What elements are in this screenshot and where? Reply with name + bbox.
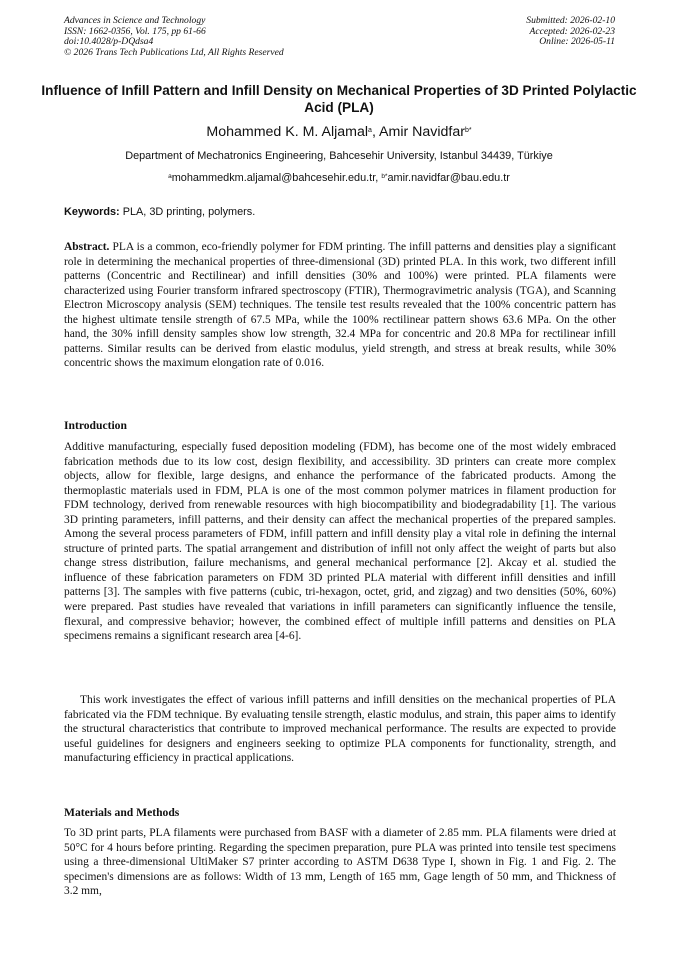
keywords-label: Keywords: <box>64 206 120 218</box>
email-mark: b* <box>381 173 388 180</box>
online-date: Online: 2026-05-11 <box>539 36 615 48</box>
section-heading-materials-methods: Materials and Methods <box>64 806 180 819</box>
doi-line: doi:10.4028/p-DQdsa4 <box>64 36 154 48</box>
accepted-date: Accepted: 2026-02-23 <box>529 25 615 37</box>
email-mark: a <box>168 173 172 180</box>
journal-name: Advances in Science and Technology <box>64 15 206 26</box>
author-affiliation-mark: a <box>368 127 372 134</box>
section-heading-introduction: Introduction <box>64 419 127 432</box>
email-link[interactable]: mohammedkm.aljamal@bahcesehir.edu.tr <box>171 172 376 184</box>
keywords-text: PLA, 3D printing, polymers. <box>119 206 256 218</box>
keywords <box>64 205 616 219</box>
abstract <box>64 240 616 371</box>
email-link[interactable]: amir.navidfar@bau.edu.tr <box>387 172 510 184</box>
author-name: Mohammed K. M. Aljamal <box>206 124 369 140</box>
materials-methods-paragraph: To 3D print parts, PLA filaments were purchased from BASF with a diameter of 2.85 mm. PLA filaments were dried at 50°C for 4 hours before printing. Regarding the specimen preparation, pure PLA was printed into tensile test specimens using a three-dimensional UltiMaker S7 printer according to ASTM D638 Type I, shown in Fig. 1 and Fig. 2. The specimen's dimensions are as follows: Width of 13 mm, Length of 165 mm, Gage length of 50 mm, and Thickness of 3.2 mm, <box>64 827 616 898</box>
paper-title: Influence of Infill Pattern and Infill Density on Mechanical Properties of 3D Printed Polylactic Acid (PLA) <box>41 83 637 115</box>
copyright-line: © 2026 Trans Tech Publications Ltd, All Rights Reserved <box>64 46 284 58</box>
affiliation: Department of Mechatronics Engineering, Bahcesehir University, Istanbul 34439, Türkiye <box>125 150 553 162</box>
author-list <box>40 124 638 141</box>
journal-header <box>64 16 284 58</box>
author-separator: , <box>371 124 380 140</box>
introduction-paragraph: This work investigates the effect of various infill patterns and infill densities on the mechanical properties of PLA fabricated via the FDM technique. By evaluating tensile strength, elastic modulus, and strain, this paper aims to identify the structural characteristics that contribute to improved mechanical performance. The results are expected to provide useful guidelines for designers and engineers seeking to optimize PLA components for functionality, strength, and manufacturing efficiency in practical applications. <box>64 694 616 765</box>
abstract-label: Abstract. <box>64 241 110 253</box>
author-emails <box>40 171 638 185</box>
submitted-date: Submitted: 2026-02-10 <box>526 15 615 26</box>
dates-header <box>526 16 615 48</box>
issn-line: ISSN: 1662-0356, Vol. 175, pp 61-66 <box>64 25 206 37</box>
introduction-paragraph: Additive manufacturing, especially fused deposition modeling (FDM), has become one of the most widely embraced fabrication methods due to its low cost, design flexibility, and accessibility. 3D printers can create more complex objects, allow for flexible, large designs, and enhance the performance of the fabricated products. Among the thermoplastic materials used in FDM, PLA is one of the most common polymer matrices in filament production for FDM technology, derived from renewable resources with high biocompatibility and biodegradability [1]. The various 3D printing parameters, infill patterns, and their density can affect the mechanical properties of the prepared samples. Among the several process parameters of FDM, infill pattern and infill density play a vital role in defining the internal structure of printed parts. The spatial arrangement and distribution of infill not only affect the weight of parts but also change stress distribution, failure mechanisms, and general mechanical performance [2]. Akcay et al. studied the influence of these fabrication parameters on FDM 3D printed PLA material with different infill densities and infill patterns [3]. The samples with five patterns (cubic, tri-hexagon, octet, grid, and zigzag) and two densities (50%, 60%) were prepared. Past studies have revealed that variations in infill parameters can significantly influence the tensile, flexural, and compressive behavior; however, the combined effect of multiple infill patterns and densities on PLA specimens remains a significant research area [4-6]. <box>64 441 616 643</box>
author-affiliation-mark: b* <box>464 127 472 134</box>
abstract-text: PLA is a common, eco-friendly polymer for FDM printing. The infill patterns and densities play a significant role in determining the mechanical properties of three-dimensional (3D) printed PLA. In this work, two different infill patterns (Concentric and Rectilinear) and infill densities (30% and 100%) were printed. PLA filaments were characterized using Fourier transform infrared spectroscopy (FTIR), Thermogravimetric analysis (TGA), and Scanning Electron Microscopy analysis (SEM) techniques. The tensile test results revealed that the 100% concentric pattern has the highest ultimate tensile strength of 67.5 MPa, while the 100% rectilinear pattern shows 63.6 MPa. On the other hand, the 30% infill density samples show low strength, 32.4 MPa for concentric and 20.8 MPa for rectilinear infill patterns. Similar results can be derived from elastic modulus, yield strength, and stress at break results, while 30% concentric shows the maximum elongation rate of 0.016. <box>64 241 616 370</box>
email-separator: , <box>375 172 382 184</box>
author-name: Amir Navidfar <box>379 124 465 140</box>
